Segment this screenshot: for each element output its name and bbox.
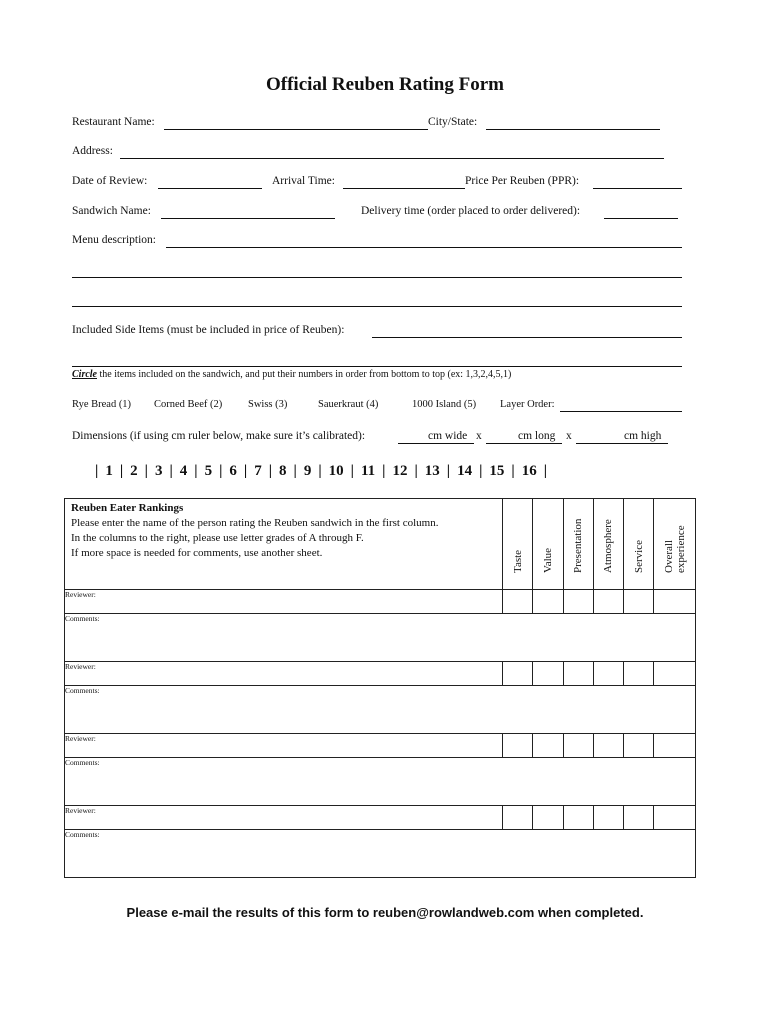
grade-cell[interactable] <box>502 590 532 614</box>
x-separator-1: x <box>476 430 482 442</box>
address-label: Address: <box>72 145 113 157</box>
rankings-heading: Reuben Eater Rankings <box>71 502 184 514</box>
reviewer-label: Reviewer: <box>65 734 96 743</box>
column-taste <box>502 499 532 590</box>
column-atmosphere <box>593 499 623 590</box>
sandwich-label: Sandwich Name: <box>72 205 151 217</box>
item-swiss[interactable]: Swiss (3) <box>248 399 288 410</box>
reviewer-label: Reviewer: <box>65 590 96 599</box>
column-taste-label: Taste <box>511 549 524 573</box>
sides-field[interactable] <box>372 337 682 338</box>
rankings-header-row <box>65 499 696 590</box>
ruler-tick: | <box>350 463 354 479</box>
grade-cell[interactable] <box>533 734 563 758</box>
ruler-tick: | <box>169 463 173 479</box>
reviewer-row <box>65 806 696 830</box>
reviewer-row <box>65 734 696 758</box>
item-sauerkraut[interactable]: Sauerkraut (4) <box>318 399 379 410</box>
ruler-number: 6 <box>229 463 237 479</box>
comments-row <box>65 758 696 806</box>
ruler-number: 1 <box>105 463 113 479</box>
circle-rest: the items included on the sandwich, and put their numbers in order from bottom to top (ex: 1,3,2,4,5,1) <box>97 369 512 380</box>
cm-wide-label: cm wide <box>428 430 468 442</box>
length-field[interactable] <box>486 443 562 444</box>
circle-instructions <box>72 369 511 380</box>
arrival-field[interactable] <box>343 188 465 189</box>
grade-cell[interactable] <box>533 662 563 686</box>
item-rye-bread[interactable]: Rye Bread (1) <box>72 399 132 410</box>
ruler-number: 9 <box>303 463 312 479</box>
grade-cell[interactable] <box>593 590 623 614</box>
ruler-tick: | <box>446 463 451 479</box>
grade-cell[interactable] <box>654 806 696 830</box>
date-label: Date of Review: <box>72 175 148 187</box>
date-field[interactable] <box>158 188 262 189</box>
reviewer-row <box>65 590 696 614</box>
restaurant-label: Restaurant Name: <box>72 116 155 128</box>
ruler-number: 7 <box>254 463 262 479</box>
column-value <box>533 499 563 590</box>
rankings-table <box>64 498 696 878</box>
form-title: Official Reuben Rating Form <box>265 74 504 95</box>
layer-label: Layer Order: <box>500 399 555 410</box>
grade-cell[interactable] <box>563 734 593 758</box>
column-overall-label: Overall <box>662 540 675 573</box>
ruler-number: 15 <box>489 463 505 479</box>
cm-high-label: cm high <box>624 430 662 442</box>
ruler-tick: | <box>382 463 386 479</box>
column-value-label: Value <box>541 547 554 573</box>
ruler-number: 13 <box>424 463 440 479</box>
grade-cell[interactable] <box>624 734 654 758</box>
grade-cell[interactable] <box>563 662 593 686</box>
rankings-line-1: Please enter the name of the person rating the Reuben sandwich in the first column. <box>71 517 439 529</box>
delivery-field[interactable] <box>604 218 678 219</box>
ruler-tick: | <box>144 463 148 479</box>
reviewer-row <box>65 662 696 686</box>
ruler-tick: | <box>95 463 99 479</box>
rankings-instructions <box>65 499 503 590</box>
comments-cell[interactable] <box>65 830 696 878</box>
restaurant-field[interactable] <box>164 129 428 130</box>
ruler-number: 14 <box>457 463 473 479</box>
ruler-tick: | <box>268 463 272 479</box>
height-field[interactable] <box>576 443 668 444</box>
ruler-number: 2 <box>130 463 138 479</box>
comments-label: Comments: <box>65 830 100 839</box>
rankings-line-3: If more space is needed for comments, use another sheet. <box>71 547 323 559</box>
ruler-number: 12 <box>392 463 408 479</box>
comments-cell[interactable] <box>65 686 696 734</box>
menu-field-line-3[interactable] <box>72 306 682 307</box>
city-label: City/State: <box>428 116 478 128</box>
column-service <box>624 499 654 590</box>
comments-row <box>65 686 696 734</box>
circle-word: Circle <box>72 369 97 380</box>
address-field[interactable] <box>120 158 664 159</box>
comments-label: Comments: <box>65 758 100 767</box>
ruler-number: 8 <box>279 463 287 479</box>
cm-long-label: cm long <box>518 430 556 442</box>
reviewer-label: Reviewer: <box>65 806 96 815</box>
ruler-tick: | <box>414 463 418 479</box>
menu-field[interactable] <box>166 247 682 248</box>
reviewer-cell[interactable] <box>65 590 503 614</box>
comments-row <box>65 830 696 878</box>
column-service-label: Service <box>632 540 645 573</box>
cm-ruler <box>88 463 678 480</box>
dimensions-label: Dimensions (if using cm ruler below, make sure it’s calibrated): <box>72 430 366 442</box>
grade-cell[interactable] <box>502 734 532 758</box>
ruler-tick: | <box>219 463 223 479</box>
grade-cell[interactable] <box>654 662 696 686</box>
column-presentation <box>563 499 593 590</box>
item-1000-island[interactable]: 1000 Island (5) <box>412 399 477 410</box>
ruler-tick: | <box>293 463 297 479</box>
grade-cell[interactable] <box>533 806 563 830</box>
comments-label: Comments: <box>65 614 100 623</box>
grade-cell[interactable] <box>624 806 654 830</box>
grade-cell[interactable] <box>502 662 532 686</box>
grade-cell[interactable] <box>593 806 623 830</box>
ruler-tick: | <box>194 463 198 479</box>
grade-cell[interactable] <box>624 662 654 686</box>
comments-label: Comments: <box>65 686 100 695</box>
comments-row <box>65 614 696 662</box>
column-overall-experience <box>654 499 696 590</box>
sides-label: Included Side Items (must be included in price of Reuben): <box>72 324 345 336</box>
comments-cell[interactable] <box>65 758 696 806</box>
ruler-number: 5 <box>204 463 213 479</box>
sides-field-line-2[interactable] <box>72 366 682 367</box>
reviewer-cell[interactable] <box>65 662 503 686</box>
ruler-number: 10 <box>328 463 344 479</box>
ruler-tick: | <box>243 463 248 479</box>
column-presentation-label: Presentation <box>572 518 585 573</box>
ruler-tick: | <box>318 463 322 479</box>
grade-cell[interactable] <box>593 662 623 686</box>
item-corned-beef[interactable]: Corned Beef (2) <box>154 399 223 410</box>
reviewer-cell[interactable] <box>65 734 503 758</box>
ruler-tick: | <box>479 463 483 479</box>
ruler-number: 4 <box>179 463 188 479</box>
grade-cell[interactable] <box>654 590 696 614</box>
layer-field[interactable] <box>560 411 682 412</box>
price-field[interactable] <box>593 188 682 189</box>
ruler-tick: | <box>511 463 515 479</box>
ruler-number: 3 <box>154 463 163 479</box>
grade-cell[interactable] <box>563 590 593 614</box>
menu-label: Menu description: <box>72 234 156 246</box>
ruler-tick: | <box>543 463 547 479</box>
city-field[interactable] <box>486 129 660 130</box>
grade-cell[interactable] <box>624 590 654 614</box>
grade-cell[interactable] <box>563 806 593 830</box>
rankings-line-2: In the columns to the right, please use letter grades of A through F. <box>71 532 364 544</box>
price-label: Price Per Reuben (PPR): <box>465 175 580 187</box>
sandwich-field[interactable] <box>161 218 335 219</box>
menu-field-line-2[interactable] <box>72 277 682 278</box>
grade-cell[interactable] <box>593 734 623 758</box>
arrival-label: Arrival Time: <box>272 175 335 187</box>
grade-cell[interactable] <box>533 590 563 614</box>
delivery-label: Delivery time (order placed to order delivered): <box>361 205 581 217</box>
ruler-tick: | <box>119 463 124 479</box>
ruler-number: 16 <box>521 463 537 479</box>
grade-cell[interactable] <box>502 806 532 830</box>
width-field[interactable] <box>398 443 474 444</box>
column-atmosphere-label: Atmosphere <box>602 519 615 573</box>
column-experience-label: experience <box>674 525 687 573</box>
comments-cell[interactable] <box>65 614 696 662</box>
x-separator-2: x <box>566 430 572 442</box>
ruler-number: 11 <box>360 463 376 479</box>
footer-instructions: Please e-mail the results of this form to reuben@rowlandweb.com when completed. <box>126 905 644 920</box>
grade-cell[interactable] <box>654 734 696 758</box>
reviewer-cell[interactable] <box>65 806 503 830</box>
reviewer-label: Reviewer: <box>65 662 96 671</box>
